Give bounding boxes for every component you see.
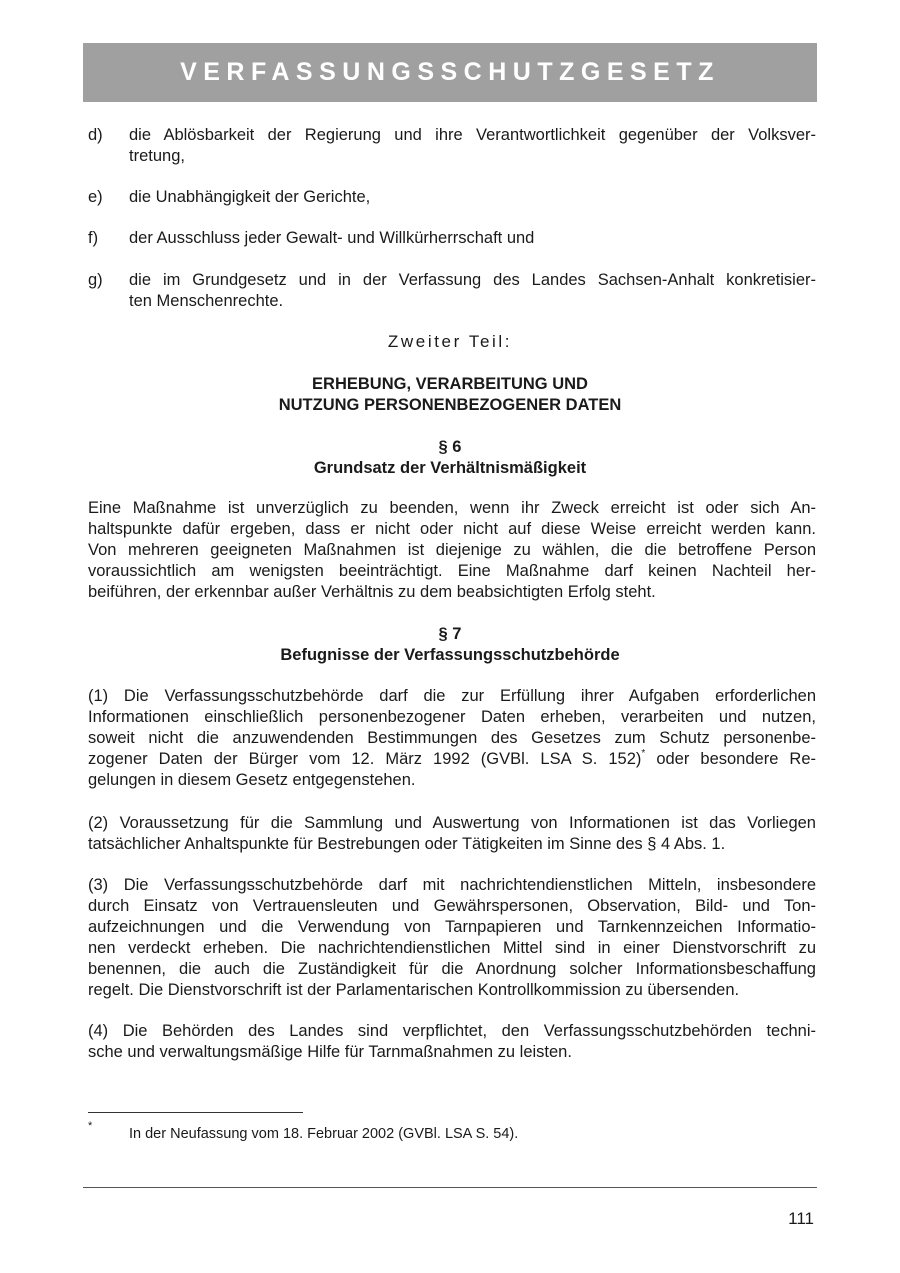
- page-bottom-divider: [83, 1187, 817, 1188]
- list-letter: e): [88, 188, 103, 206]
- page-number: 111: [788, 1209, 814, 1228]
- footnote-divider: [88, 1112, 303, 1113]
- list-item-d: [88, 125, 816, 167]
- part-title-line1: ERHEBUNG, VERARBEITUNG UND: [312, 375, 588, 393]
- paragraph-line: soweit nicht die anzuwendenden Bestimmungen des Gesetzes zum Schutz personenbe-: [88, 729, 816, 747]
- paragraph-line: (2) Voraussetzung für die Sammlung und Auswertung von Informationen ist das Vorliegen: [88, 814, 816, 832]
- section-number: § 7: [438, 625, 462, 643]
- paragraph-line: durch Einsatz von Vertrauensleuten und Gewährspersonen, Observation, Bild- und Ton-: [88, 897, 816, 915]
- paragraph-line: Informationen einschließlich personenbezogener Daten erheben, verarbeiten und nutzen,: [88, 708, 816, 726]
- section7-paragraph-1: [88, 686, 816, 791]
- list-line: die im Grundgesetz und in der Verfassung des Landes Sachsen-Anhalt konkretisier-: [129, 271, 816, 289]
- paragraph-line: nen verdeckt erheben. Die nachrichtendienstlichen Mittel sind in einer Dienstvorschrift zu: [88, 939, 816, 957]
- paragraph-line: (1) Die Verfassungsschutzbehörde darf die zur Erfüllung ihrer Aufgaben erforderlichen: [88, 687, 816, 705]
- list-letter: f): [88, 229, 99, 247]
- paragraph-line: [88, 749, 816, 770]
- list-line: ten Menschenrechte.: [129, 292, 284, 310]
- paragraph-line: voraussichtlich am wenigsten beeinträchtigt. Eine Maßnahme darf keinen Nachteil her-: [88, 562, 816, 580]
- list-line: der Ausschluss jeder Gewalt- und Willkürherrschaft und: [129, 229, 535, 247]
- section6-paragraph: [88, 498, 816, 603]
- section-title: Befugnisse der Verfassungsschutzbehörde: [280, 646, 620, 664]
- paragraph-line: regelt. Die Dienstvorschrift ist der Parlamentarischen Kontrollkommission zu übersenden.: [88, 981, 740, 999]
- header-banner: [83, 43, 817, 102]
- list-item-e: [88, 187, 816, 208]
- list-item-g: [88, 270, 816, 312]
- paragraph-line: tatsächlicher Anhaltspunkte für Bestrebungen oder Tätigkeiten im Sinne des § 4 Abs. 1.: [88, 835, 726, 853]
- page-header-title: VERFASSUNGSSCHUTZGESETZ: [180, 58, 720, 86]
- paragraph-line: benennen, die auch die Zuständigkeit für die Anordnung solcher Informationsbeschaffung: [88, 960, 816, 978]
- part-label: Zweiter Teil:: [387, 332, 513, 351]
- paragraph-line: (3) Die Verfassungsschutzbehörde darf mit nachrichtendienstlichen Mitteln, insbesondere: [88, 876, 816, 894]
- paragraph-line: (4) Die Behörden des Landes sind verpflichtet, den Verfassungsschutzbehörden techni-: [88, 1022, 816, 1040]
- list-letter: d): [88, 126, 103, 144]
- paragraph-line: beiführen, der erkennbar außer Verhältnis zu dem beabsichtigten Erfolg steht.: [88, 583, 656, 601]
- paragraph-line: sche und verwaltungsmäßige Hilfe für Tarnmaßnahmen zu leisten.: [88, 1043, 572, 1061]
- part-title-line2: NUTZUNG PERSONENBEZOGENER DATEN: [278, 396, 622, 414]
- list-line: die Ablösbarkeit der Regierung und ihre Verantwortlichkeit gegenüber der Volksver-: [129, 126, 816, 144]
- paragraph-line: Von mehreren geeigneten Maßnahmen ist diejenige zu wählen, die die betroffene Person: [88, 541, 816, 559]
- list-letter: g): [88, 271, 103, 289]
- section-number: § 6: [438, 438, 462, 456]
- line-text: oder besondere Re-: [645, 750, 816, 768]
- footnote-mark: *: [88, 1120, 93, 1132]
- list-line: tretung,: [129, 147, 185, 165]
- paragraph-line: Eine Maßnahme ist unverzüglich zu beenden, wenn ihr Zweck erreicht ist oder sich An-: [88, 499, 816, 517]
- paragraph-line: haltspunkte dafür ergeben, dass er nicht oder nicht auf diese Weise erreicht werden kann.: [88, 520, 816, 538]
- list-line: die Unabhängigkeit der Gerichte,: [129, 188, 371, 206]
- section-title: Grundsatz der Verhältnismäßigkeit: [313, 459, 587, 477]
- footnote-reference: *: [641, 747, 646, 759]
- line-text: zogener Daten der Bürger vom 12. März 1992 (GVBl. LSA S. 152): [88, 750, 642, 768]
- list-item-f: [88, 228, 816, 249]
- paragraph-line: aufzeichnungen und die Verwendung von Tarnpapieren und Tarnkennzeichen Informatio-: [88, 918, 816, 936]
- section7-paragraph-4: [88, 1021, 816, 1063]
- paragraph-line: gelungen in diesem Gesetz entgegenstehen.: [88, 771, 416, 789]
- section7-paragraph-3: [88, 875, 816, 1001]
- footnote-text: In der Neufassung vom 18. Februar 2002 (GVBl. LSA S. 54).: [129, 1126, 519, 1142]
- section7-paragraph-2: [88, 813, 816, 855]
